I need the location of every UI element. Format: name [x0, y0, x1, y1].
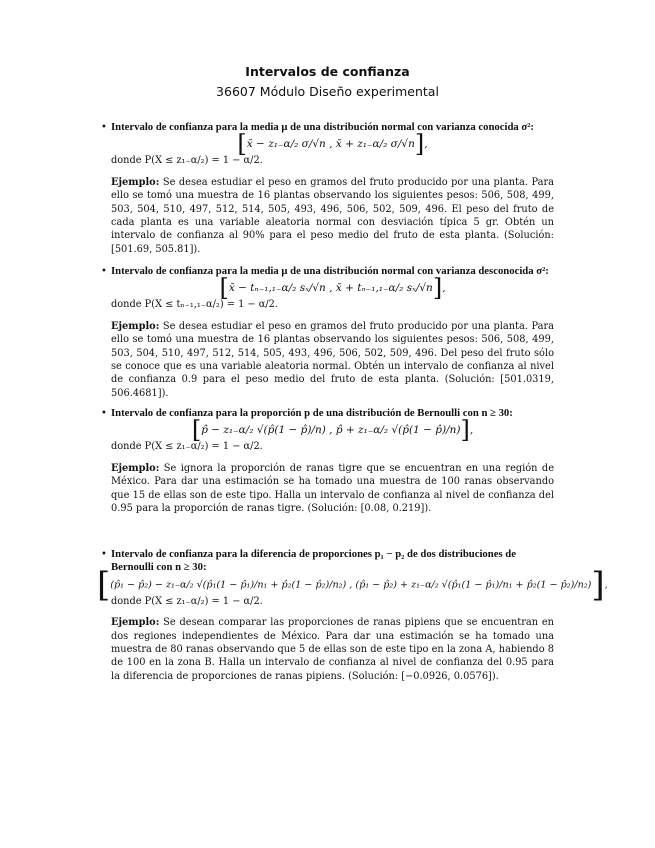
section-proportion-difference — [97, 548, 608, 683]
formula-text: x̄ − tₙ₋₁,₁₋α/₂ sₓ/√n , x̄ + tₙ₋₁,₁₋α/₂ sₓ/√n — [228, 282, 433, 295]
example — [111, 462, 554, 516]
section-heading: Intervalo de confianza para la media μ de una distribución normal con varianza conocida σ²: — [111, 121, 534, 133]
example-label: Ejemplo: — [111, 176, 160, 188]
bullet-icon: • — [101, 549, 107, 560]
page-title: Intervalos de confianza — [245, 64, 410, 79]
donde-line: donde P(X ≤ z₁₋α/₂) = 1 − α/2. — [111, 595, 263, 607]
bullet-icon: • — [101, 122, 107, 133]
donde-line: donde P(X ≤ z₁₋α/₂) = 1 − α/2. — [111, 441, 263, 453]
formula-text: (p̂₁ − p̂₂) − z₁₋α/₂ √(p̂₁(1 − p̂₁)/n₁ + p̂₂(1 − p̂₂)/n₂) , (p̂₁ − p̂₂) + z₁₋α/₂ √(p̂₁(1 − p̂₁)/n₁ + p̂₂(1 − p̂₂)/n₂) — [110, 579, 592, 591]
section-heading: Intervalo de confianza para la diferencia de proporciones p₁ − p₂ de dos distribuciones de Bernoulli con n ≥ 30: — [111, 548, 516, 574]
section-proportion — [101, 407, 554, 515]
donde-line: donde P(X ≤ z₁₋α/₂) = 1 − α/2. — [111, 155, 263, 167]
formula: [(p̂₁ − p̂₂) − z₁₋α/₂ √(p̂₁(1 − p̂₁)/n₁ + p̂₂(1 − p̂₂)/n₂) , (p̂₁ − p̂₂) + z₁₋α/₂ √(p̂₁(1 − p̂₁)/n₁ + p̂₂(1 − p̂₂)/n₂)], — [97, 564, 608, 605]
example — [111, 320, 554, 400]
example-label: Ejemplo: — [111, 462, 160, 474]
example-label: Ejemplo: — [111, 320, 160, 332]
formula: [p̂ − z₁₋α/₂ √(p̂(1 − p̂)/n) , p̂ + z₁₋α/₂ √(p̂(1 − p̂)/n)], — [191, 416, 474, 445]
example-text: Se desea estudiar el peso en gramos del fruto producido por una planta. Para ello se tomó una muestra de 16 plantas observando los siguientes pesos: 506, 508, 499, 503, 504, 510, 497, 512, 514, 505, 493, 496, 506, 502, 509, 496. El peso del fruto de cada planta es una variable aleatoria normal con desviación típica 5 gr. Obtén un intervalo de confianza al 90% para el peso medio del fruto de esta planta. (Solución: [501.69, 505.81]). — [111, 176, 554, 255]
formula-text: p̂ − z₁₋α/₂ √(p̂(1 − p̂)/n) , p̂ + z₁₋α/₂ √(p̂(1 − p̂)/n) — [201, 424, 461, 437]
example — [111, 176, 554, 256]
formula-text: x̄ − z₁₋α/₂ σ/√n , x̄ + z₁₋α/₂ σ/√n — [246, 138, 415, 151]
example — [111, 616, 554, 683]
example-text: Se ignora la proporción de ranas tigre que se encuentran en una región de México. Para dar una estimación se ha tomado una muestra de 100 ranas observando que 15 de ellas son de este tipo. Halla un intervalo de confianza al nivel de confianza del 0.95 para la proporción de ranas tigre. (Solución: [0.08, 0.219]). — [111, 462, 554, 515]
example-text: Se desean comparar las proporciones de ranas pipiens que se encuentran en dos regiones independientes de México. Para dar una estimación se ha tomado una muestra de 80 ranas observando que 5 de ellas son de este tipo en la zona A, habiendo 8 de 100 en la zona B. Halla un intervalo de confianza al nivel de confianza del 0.95 para la diferencia de proporciones de ranas pipiens. (Solución: [−0.0926, 0.0576]). — [111, 617, 554, 682]
section-unknown-variance — [101, 265, 554, 400]
donde-line: donde P(X ≤ tₙ₋₁,₁₋α/₂) = 1 − α/2. — [111, 299, 279, 311]
section-heading: Intervalo de confianza para la media μ de una distribución normal con varianza desconocida σ²: — [111, 265, 549, 277]
bullet-icon: • — [101, 408, 107, 419]
section-known-variance — [101, 121, 554, 256]
section-heading: Intervalo de confianza para la proporción p de una distribución de Bernoulli con n ≥ 30: — [111, 407, 513, 419]
formula: [x̄ − z₁₋α/₂ σ/√n , x̄ + z₁₋α/₂ σ/√n], — [237, 130, 428, 159]
formula: [x̄ − tₙ₋₁,₁₋α/₂ sₓ/√n , x̄ + tₙ₋₁,₁₋α/₂ sₓ/√n], — [219, 274, 446, 303]
bullet-icon: • — [101, 266, 107, 277]
example-text: Se desea estudiar el peso en gramos del fruto producido por una planta. Para ello se tomó una muestra de 16 plantas observando los siguientes pesos: 506, 508, 499, 503, 504, 510, 497, 512, 514, 505, 493, 496, 506, 502, 509, 496. Del peso del fruto sólo se conoce que es una variable aleatoria normal. Obtén un intervalo de confianza al nivel de confianza 0.9 para el peso medio del fruto de esta planta. (Solución: [501.0319, 506.4681]). — [111, 320, 554, 399]
example-label: Ejemplo: — [111, 617, 160, 629]
page-subtitle: 36607 Módulo Diseño experimental — [216, 84, 439, 99]
